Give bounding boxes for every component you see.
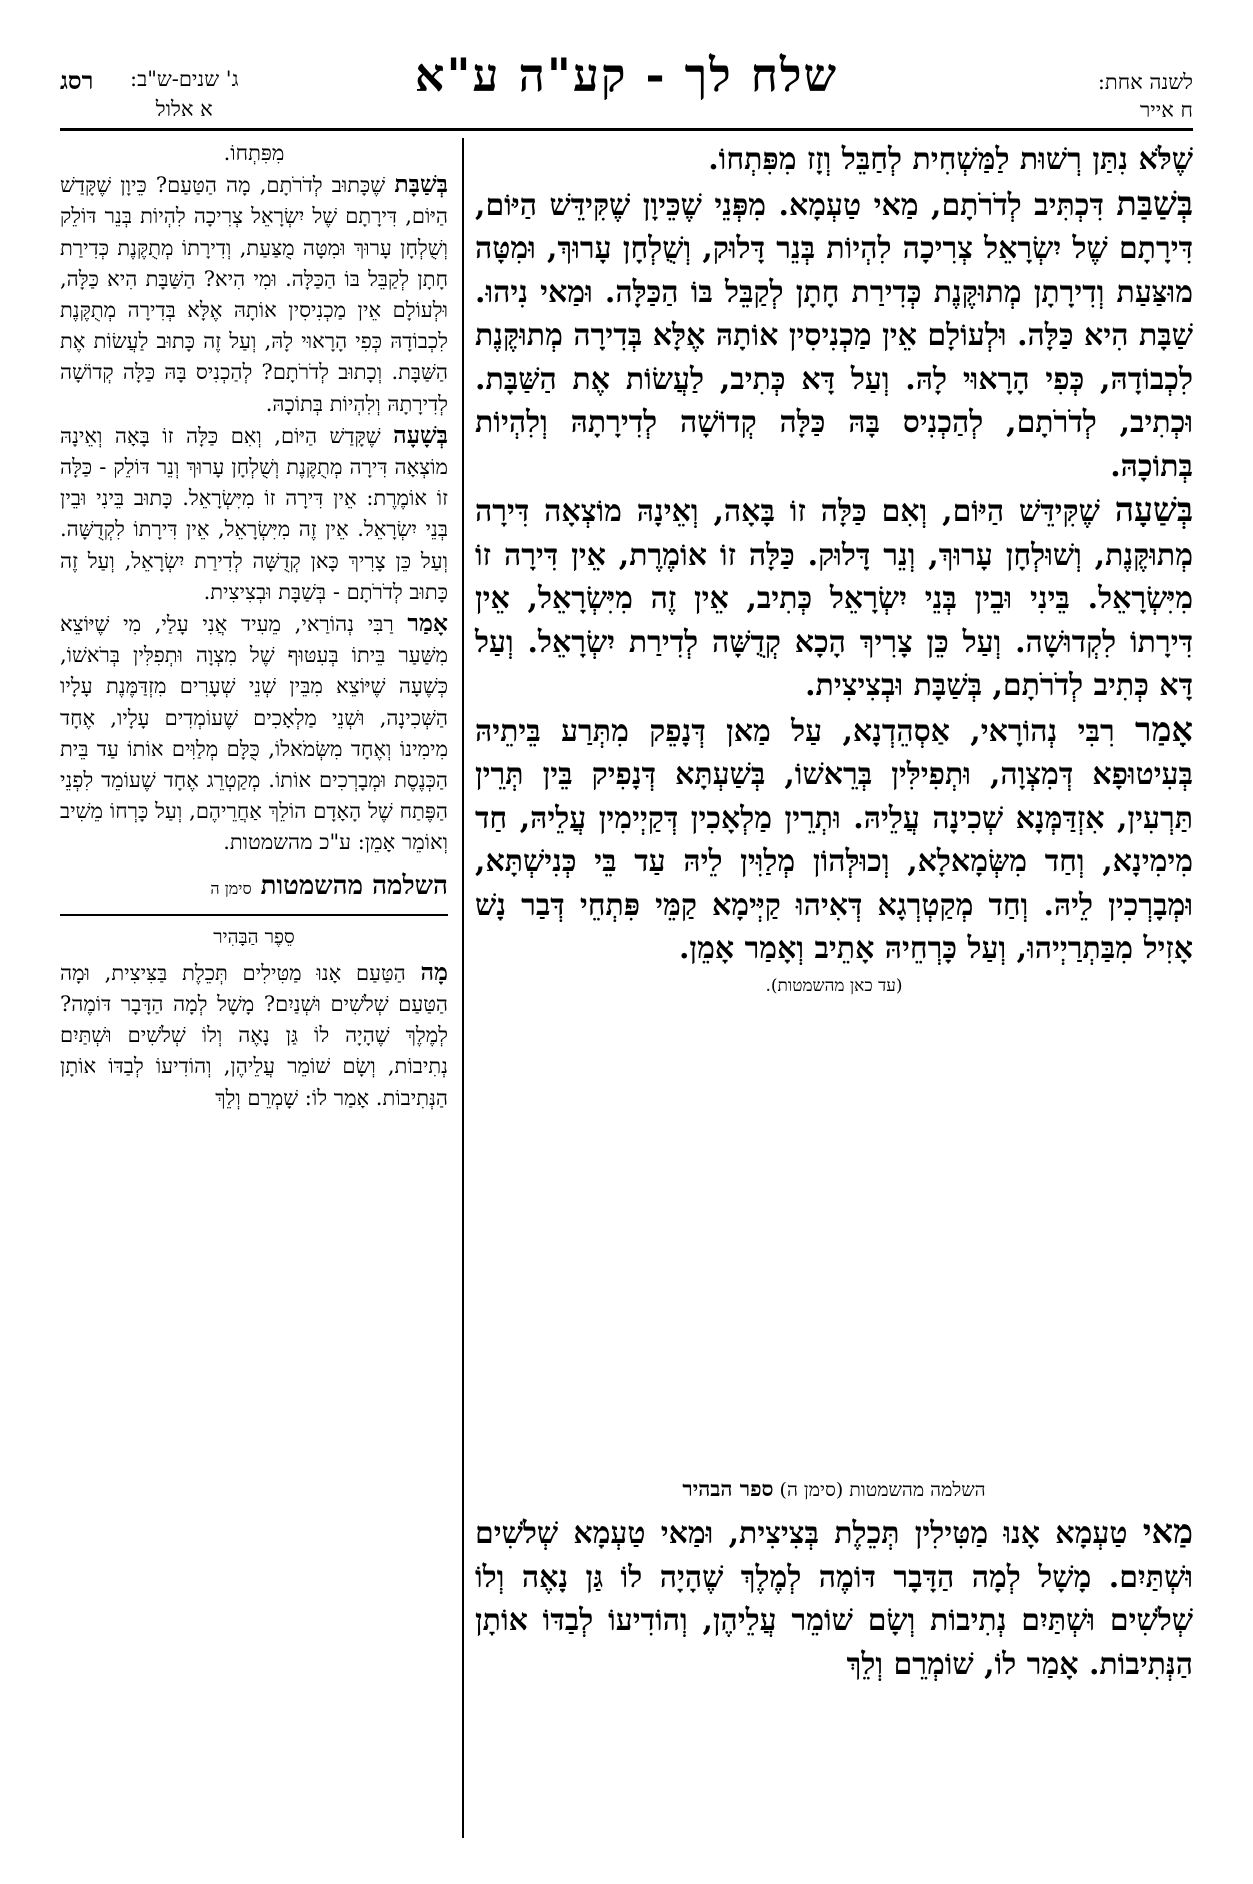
side-section-heading-title: השלמה מהשמטות [260, 870, 448, 901]
main-paragraph-1: שֶׁלֹּא נִתַּן רְשׁוּת לַמַּשְׁחִית לְחַבֵּל וְזָז מִפִּתְחוֹ. [708, 142, 1193, 177]
main-paragraph-2-text: דִּכְתִּיב לְדֹרֹתָם, מַאי טַעְמָא. מִפְּנֵי שֶׁכֵּיוָן שֶׁקִּידֵּשׁ הַיּוֹם, דִּירָתָם שֶׁל יִשְׂרָאֵל צְרִיכָה לִהְיוֹת בְּנֵר דָּלוּק, וְשֻׁלְחָן עָרוּךְ, וּמִטָּה מוּצַּעַת וְדִירָתָן מְתוּקֶּנֶת כְּדִירַת חָתָן לְקַבֵּל בּוֹ הַכַּלָּה. וּמַאי נִיהוּ. שַׁבָּת הִיא כַּלָּה. וּלְעוֹלָם אֵין מַכְנִיסִין אוֹתָהּ אֶלָּא בְּדִירָה מְתוּקֶּנֶת לִכְבוֹדָהּ, כְּפִי הָרָאוּי לָהּ. וְעַל דָּא כְּתִיב, לַעֲשׂוֹת אֶת הַשַּׁבָּת. וּכְתִיב, לְדֹרֹתָם, לְהַכְנִיס בָּהּ כַּלָּה קְדוֹשָׁה לְדִירָתָהּ וְלִהְיוֹת בְּתוֹכָהּ. [475, 187, 1193, 484]
main-paragraph-5 [475, 1510, 1193, 1686]
side-paragraph-2 [60, 169, 448, 420]
header-left [130, 64, 239, 124]
main-column [475, 138, 1193, 1005]
side-paragraph-4 [60, 608, 448, 859]
main-subheading [475, 1476, 1193, 1502]
column-divider [462, 138, 464, 1838]
header-rule [60, 128, 1193, 131]
side-paragraph-4-lead: אָמַר [407, 609, 448, 638]
main-paragraph-3 [475, 488, 1193, 708]
side-paragraph-5-text: הַטַּעַם אָנוּ מַטִּילִים תְּכֵלֶת בַּצִּיצִית, וּמָה הַטַּעַם שְׁלֹשִׁים וּשְׁנַיִם? מָשָׁל לְמָה הַדָּבָר דּוֹמֶה? לְמֶלֶךְ שֶׁהָיָה לוֹ גַּן נָאֶה וְלוֹ שְׁלֹשִׁים וּשְׁתַּיִם נְתִיבוֹת, וְשָׂם שׁוֹמֵר עֲלֵיהֶן, וְהוֹדִיעוֹ לְבַדּוֹ אוֹתָן הַנְּתִיבוֹת. אָמַר לוֹ: שָׁמְרֵם וְלֵךְ [60, 960, 448, 1110]
main-paragraph-3-text: שֶׁקִּידֵּשׁ הַיּוֹם, וְאִם כַּלָּה זוֹ בָּאָה, וְאֵינָהּ מוֹצְאָה דִּירָה מְתוּקֶּנֶת, וְשׁוּלְחָן עָרוּךְ, וְנֵר דָּלוּק. כַּלָּה זוֹ אוֹמֶרֶת, אֵין דִּירָה זוֹ מִיִּשְׂרָאֵל. בֵּינִי וּבֵין בְּנֵי יִשְׂרָאֵל כְּתִיב, אֵין זֶה מִיִּשְׂרָאֵל, אֵין דִּירָתוֹ לִקְדוּשָׁה. וְעַל כֵּן צָרִיךְ הָכָא קְדֻשָּׁה לְדִירַת יִשְׂרָאֵל. וְעַל דָּא כְּתִיב לְדֹרֹתָם, בְּשַׁבָּת וּבְצִיצִית. [475, 494, 1193, 703]
main-paragraph-4 [475, 708, 1193, 971]
main-end-note: (עד כאן מהשמטות). [765, 975, 903, 996]
side-section-subtitle: סֵפֶר הַבָּהִיר [213, 925, 295, 948]
side-paragraph-3-text: שֶׁקָּדַשׁ הַיּוֹם, וְאִם כַּלָּה זוֹ בָּאָה וְאֵינָהּ מוֹצְאָה דִּירָה מְתֻקֶּנֶת וְשֻׁלְחָן עָרוּךְ וְנֵר דּוֹלֵק - כַּלָּה זוֹ אוֹמֶרֶת: אֵין דִּירָה זוֹ מִיִּשְׂרָאֵל. כָּתוּב בֵּינִי וּבֵין בְּנֵי יִשְׂרָאֵל. אֵין זֶה מִיִּשְׂרָאֵל, אֵין דִּירָתוֹ לִקְדֻשָּׁה. וְעַל כֵּן צָרִיךְ כָּאן קְדֻשָּׁה לְדִירַת יִשְׂרָאֵל, וְעַל זֶה כָּתוּב לְדֹרֹתָם - בְּשַׁבָּת וּבְצִיצִית. [60, 423, 448, 604]
side-paragraph-5 [60, 957, 448, 1114]
side-paragraph-1: מִפִּתְחוֹ. [223, 141, 285, 165]
side-column [60, 138, 448, 1114]
side-section-rule [60, 914, 448, 916]
header-schedule-label: לשנה אחת: [1097, 70, 1193, 94]
main-paragraph-4-lead: אָמַר [1135, 708, 1193, 749]
main-paragraph-2 [475, 182, 1193, 489]
header-schedule-date: ח אייר [1139, 98, 1193, 122]
side-paragraph-2-lead: בְּשַׁבָּת [394, 170, 448, 199]
page-number: רסג [60, 66, 94, 95]
side-paragraph-3 [60, 420, 448, 608]
side-paragraph-2-text: שֶׁכָּתוּב לְדֹרֹתָם, מָה הַטַּעַם? כֵּיוָן שֶׁקָּדַשׁ הַיּוֹם, דִּירָתָם שֶׁל יִשְׂרָאֵל צְרִיכָה לִהְיוֹת בְּנֵר דּוֹלֵק וְשֻׁלְחָן עָרוּךְ וּמִטָּה מֻצַּעַת, וְדִירָתוֹ מְתֻקֶּנֶת כְּדִירַת חָתָן לְקַבֵּל בּוֹ הַכַּלָּה. וּמִי הִיא? הַשַּׁבָּת הִיא כַּלָּה, וּלְעוֹלָם אֵין מַכְנִיסִין אוֹתָהּ אֶלָּא בְּדִירָה מְתֻקֶּנֶת לִכְבוֹדָהּ כְּפִי הָרָאוּי לָהּ, וְעַל זֶה כָּתוּב לַעֲשׂוֹת אֶת הַשַּׁבָּת. וְכָתוּב לְדֹרֹתָם? לְהַכְנִיס בָּהּ כַּלָּה קְדוֹשָׁה לְדִירָתָהּ וְלִהְיוֹת בְּתוֹכָהּ. [60, 173, 448, 416]
main-subheading-prefix: השלמה מהשמטות (סימן ה) [779, 1479, 986, 1501]
side-section-heading-siman: סימן ה [210, 878, 252, 898]
main-subheading-title: ספר הבהיר [682, 1476, 774, 1501]
main-paragraph-4-text: רִבִּי נְהוֹרָאי, אַסְהֵדְנָא, עַל מַאן דְּנָפֵק מִתְּרַע בֵּיתֵיהּ בְּעִיטוּפָא דְּמִצְוָה, וּתְפִילִּין בְּרֵאשׁוֹ, בְּשַׁעְתָּא דְּנָפִיק בֵּין תְּרֵין תַּרְעִין, אִזְדַּמְּנָא שְׁכִינָה עֲלֵיהּ. וּתְרֵין מַלְאָכִין דְּקַיְימִין עֲלֵיהּ, חַד מִימִינָא, וְחַד מִשְּׂמָאלָא, וְכוּלְּהוֹן מְלַוִּין לֵיהּ עַד בֵּי כְּנִישְׁתָּא, וּמְבָרְכִין לֵיהּ. וְחַד מְקַטְרְגָא דְּאִיהוּ קַיְּימָא קַמֵּי פִּתְחֵי דְּבַר נָשׁ אָזִיל מִבַּתְרַיְיהוּ, וְעַל כָּרְחֵיהּ אָתֵיב וְאָמַר אָמֵן. [475, 713, 1193, 966]
main-paragraph-2-lead: בְּשַׁבַּת [1116, 182, 1194, 223]
main-paragraph-5-lead: מַאי [1142, 1511, 1193, 1551]
side-paragraph-5-lead: מָה [420, 957, 448, 986]
page-header [60, 28, 1193, 128]
page-title: שלח לך - קע"ה ע"א [414, 48, 839, 102]
side-paragraph-4-text: רַבִּי נְהוֹרַאי, מֵעִיד אֲנִי עָלַי, מִי שֶׁיּוֹצֵא מִשַּׁעַר בֵּיתוֹ בְּעִטּוּף שֶׁל מִצְוָה וּתְפִלִּין בְּרֹאשׁוֹ, כְּשֶׁעָה שֶׁיּוֹצֵא מִבֵּין שְׁנֵי שְׁעָרִים מִזְדַּמֶּנֶת עָלָיו הַשְּׁכִינָה, וּשְׁנֵי מַלְאָכִים שֶׁעוֹמְדִים עָלָיו, אֶחָד מִימִינוֹ וְאֶחָד מִשְּׂמֹאלוֹ, כֻּלָּם מְלַוִּים אוֹתוֹ עַד בֵּית הַכְּנֶסֶת וּמְבָרְכִים אוֹתוֹ. מְקַטְרֵג אֶחָד שֶׁעוֹמֵד לִפְנֵי הַפֶּתַח שֶׁל הָאָדָם הוֹלֵךְ אַחֲרֵיהֶם, וְעַל כָּרְחוֹ מֵשִׁיב וְאוֹמֵר אָמֵן: ע"כ מהשמטות. [60, 612, 448, 855]
side-paragraph-3-lead: בְּשָׁעָה [393, 420, 448, 449]
header-cycle-label: ג' שנים-ש"ב: [130, 67, 239, 91]
main-paragraph-5-text: טַעְמָא אָנוּ מַטִּילִין תְּכֵלֶת בְּצִיצִית, וּמַאי טַעְמָא שְׁלֹשִׁים וּשְׁתַּיִם. מָשָׁל לְמָה הַדָּבָר דּוֹמֶה לְמֶלֶךְ שֶׁהָיָה לוֹ גַּן נָאֶה וְלוֹ שְׁלֹשִׁים וּשְׁתַּיִם נְתִיבוֹת וְשָׂם שׁוֹמֵר עֲלֵיהֶן, וְהוֹדִיעוֹ לְבַדּוֹ אוֹתָן הַנְּתִיבוֹת. אָמַר לוֹ, שׁוֹמְרֵם וְלֵךְ [475, 1516, 1193, 1682]
header-cycle-date: א אלול [155, 97, 213, 121]
main-paragraph-3-lead: בְּשַׁעָה [1114, 489, 1194, 529]
side-section-heading [60, 867, 448, 908]
main-column-tail [475, 1510, 1193, 1686]
